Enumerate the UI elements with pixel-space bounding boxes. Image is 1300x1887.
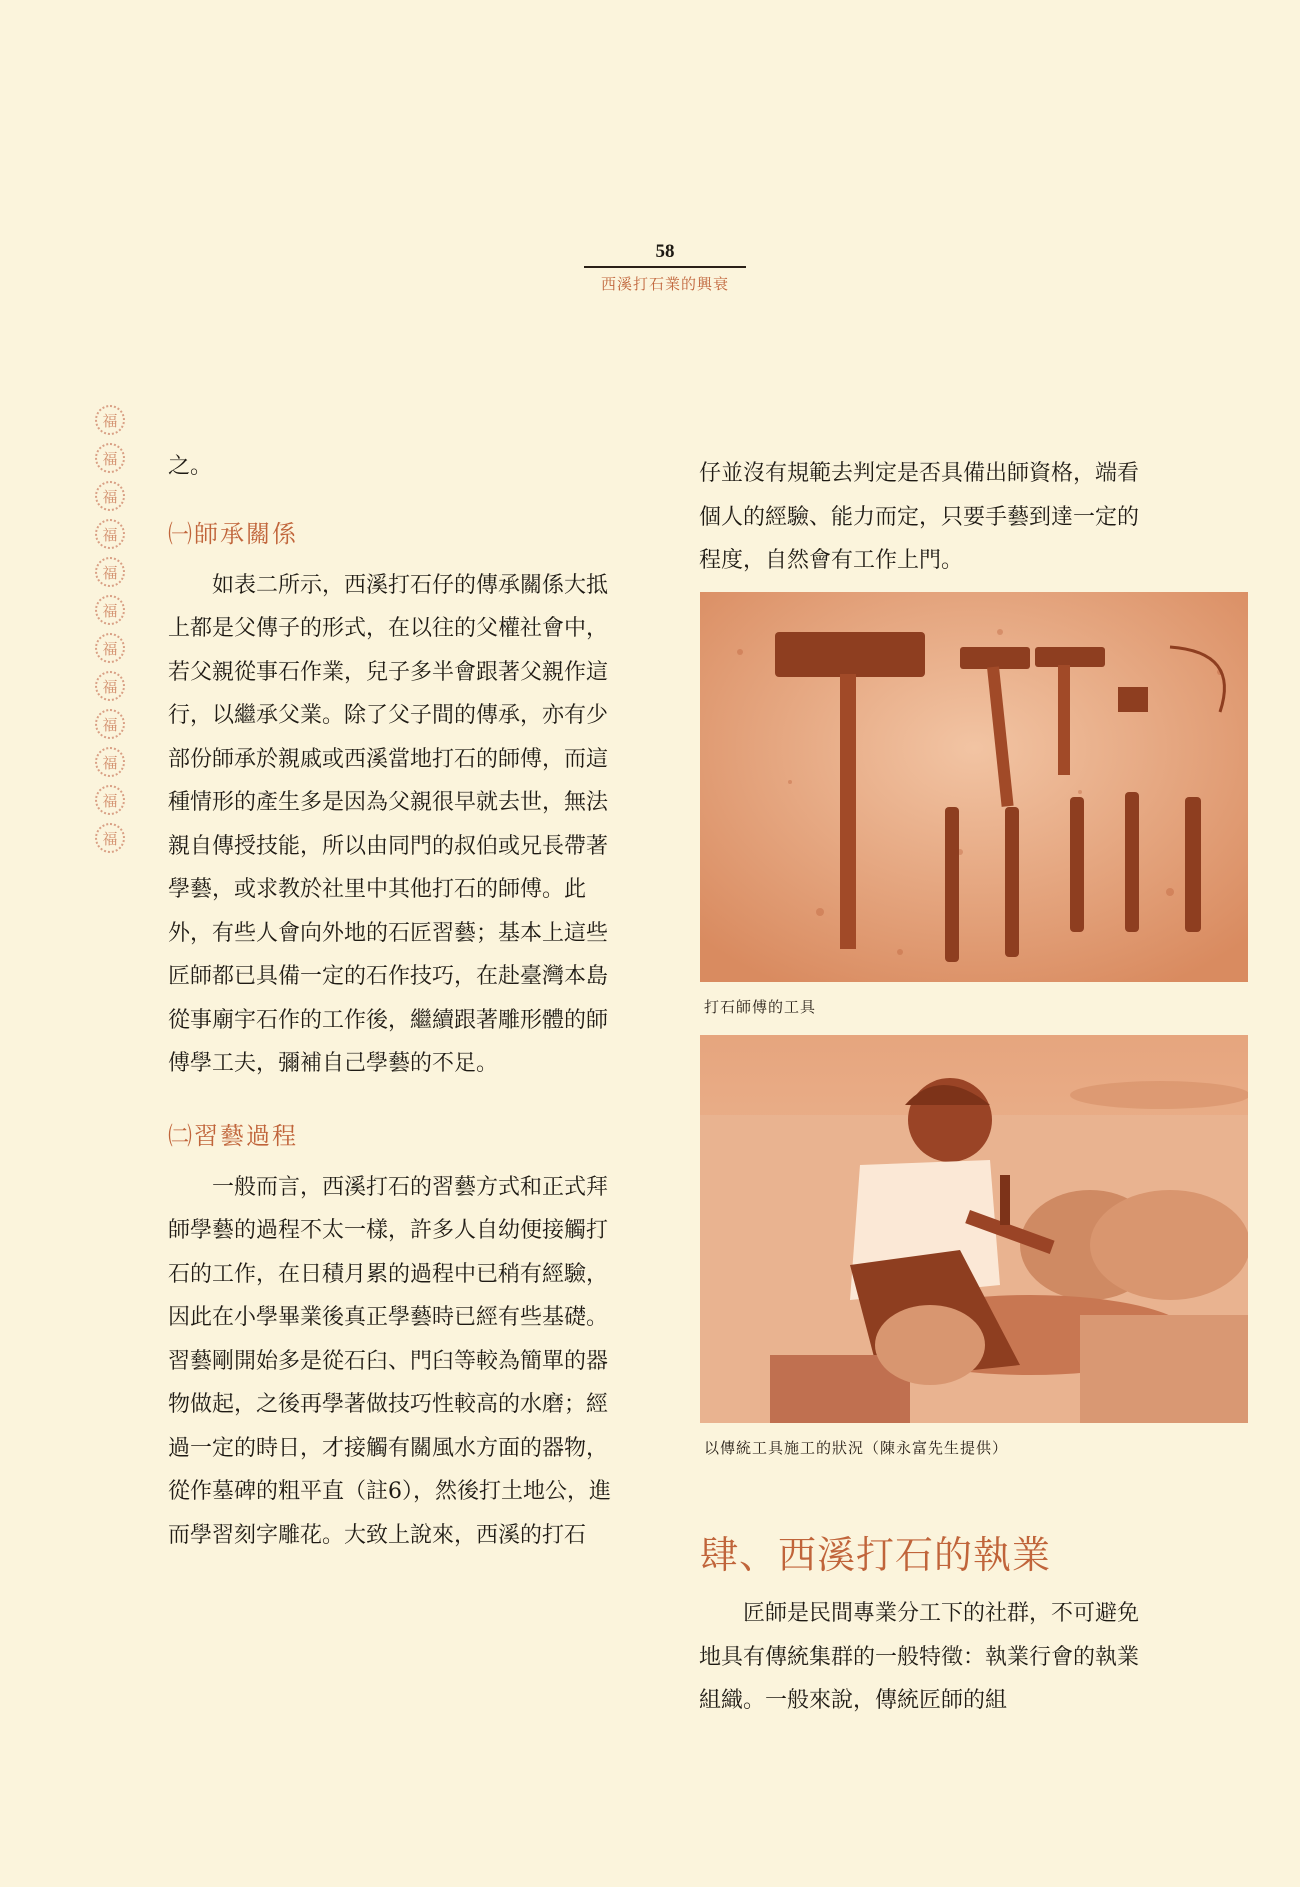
page-number: 58 xyxy=(655,241,675,262)
ornament-icon: 福 xyxy=(95,747,125,777)
ornament-icon: 福 xyxy=(95,633,125,663)
left-column xyxy=(168,445,628,1557)
page-header xyxy=(584,240,746,294)
body-paragraph: 匠師是民間專業分工下的社群，不可避免地具有傳統集群的一般特徵：執業行會的執業組織。一般來說，傳統匠師的組 xyxy=(699,1601,1140,1713)
chapter-heading: 肆、西溪打石的執業 xyxy=(700,1533,1052,1577)
ornament-icon: 福 xyxy=(95,519,125,549)
continuation-text: 之。 xyxy=(168,454,213,479)
craftsman-illustration xyxy=(700,1035,1248,1423)
ornament-icon: 福 xyxy=(95,405,125,435)
ornament-icon: 福 xyxy=(95,709,125,739)
ornament-strip xyxy=(86,405,134,870)
photo-caption: 以傳統工具施工的狀況（陳永富先生提供） xyxy=(704,1439,1009,1457)
photo-caption: 打石師傅的工具 xyxy=(704,998,817,1016)
ornament-icon: 福 xyxy=(95,595,125,625)
ornament-icon: 福 xyxy=(95,823,125,853)
tools-illustration xyxy=(700,592,1248,982)
header-rule xyxy=(584,266,746,268)
ornament-icon: 福 xyxy=(95,671,125,701)
running-title: 西溪打石業的興衰 xyxy=(600,275,729,293)
body-paragraph: 仔並沒有規範去判定是否具備出師資格，端看個人的經驗、能力而定，只要手藝到達一定的程度，自然會有工作上門。 xyxy=(699,461,1140,573)
photo-tools xyxy=(700,592,1248,982)
photo-craftsman xyxy=(700,1035,1248,1423)
ornament-icon: 福 xyxy=(95,557,125,587)
right-column xyxy=(699,452,1159,583)
body-paragraph: 一般而言，西溪打石的習藝方式和正式拜師學藝的過程不太一樣，許多人自幼便接觸打石的工作，在日積月累的過程中已稍有經驗，因此在小學畢業後真正學藝時已經有些基礎。習藝剛開始多是從石臼、門臼等較為簡單的器物做起，之後再學著做技巧性較高的水磨；經過一定的時日，才接觸有關風水方面的器物，從作墓碑的粗平直（註6），然後打土地公，進而學習刻字雕花。大致上說來，西溪的打石 xyxy=(168,1174,611,1548)
section-heading-apprenticeship: ㈠師承關係 xyxy=(168,519,298,548)
ornament-icon: 福 xyxy=(95,481,125,511)
section-heading-learning-process: ㈡習藝過程 xyxy=(168,1121,298,1150)
ornament-icon: 福 xyxy=(95,443,125,473)
right-column-bottom xyxy=(699,1592,1159,1723)
ornament-icon: 福 xyxy=(95,785,125,815)
body-paragraph: 如表二所示，西溪打石仔的傳承關係大抵上都是父傳子的形式，在以往的父權社會中，若父親從事石作業，兒子多半會跟著父親作這行，以繼承父業。除了父子間的傳承，亦有少部份師承於親戚或西溪當地打石的師傅，而這種情形的產生多是因為父親很早就去世，無法親自傳授技能，所以由同門的叔伯或兄長帶著學藝，或求教於社里中其他打石的師傅。此外，有些人會向外地的石匠習藝；基本上這些匠師都已具備一定的石作技巧，在赴臺灣本島從事廟宇石作的工作後，繼續跟著雕形體的師傅學工夫，彌補自己學藝的不足。 xyxy=(168,572,609,1076)
